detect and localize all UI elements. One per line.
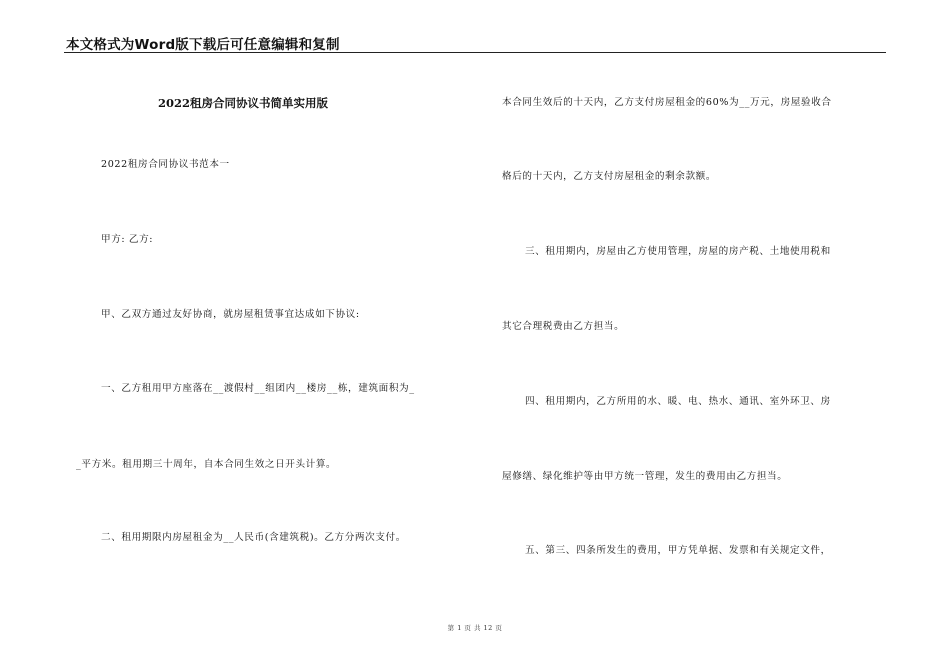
left-line-6: 二、租用期限内房屋租金为__人民币(含建筑税)。乙方分两次支付。 (101, 532, 406, 543)
right-line-5: 四、租用期内，乙方所用的水、暖、电、热水、通讯、室外环卫、房 (525, 396, 831, 407)
right-line-7: 五、第三、四条所发生的费用，甲方凭单据、发票和有关规定文件， (525, 545, 831, 556)
right-line-1: 本合同生效后的十天内，乙方支付房屋租金的60%为__万元，房屋验收合 (502, 97, 832, 108)
page-header-title: 本文格式为Word版下载后可任意编辑和复制 (66, 37, 340, 53)
left-line-1: 2022租房合同协议书范本一 (101, 159, 230, 170)
left-line-3: 甲、乙双方通过友好协商，就房屋租赁事宜达成如下协议: (101, 309, 360, 320)
page-number: 第 1 页 共 12 页 (447, 624, 503, 632)
left-line-4: 一、乙方租用甲方座落在__渡假村__组团内__楼房__栋，建筑面积为_ (101, 383, 415, 394)
right-line-3: 三、租用期内，房屋由乙方使用管理，房屋的房产税、土地使用税和 (525, 246, 831, 257)
right-line-2: 格后的十天内，乙方支付房屋租金的剩余款额。 (502, 171, 717, 182)
left-line-5: _平方米。租用期三十周年，自本合同生效之日开头计算。 (76, 459, 337, 470)
right-line-4: 其它合理税费由乙方担当。 (502, 321, 625, 332)
document-title: 2022租房合同协议书简单实用版 (158, 96, 329, 110)
right-line-6: 屋修缮、绿化维护等由甲方统一管理，发生的费用由乙方担当。 (502, 471, 788, 482)
header-divider (64, 52, 886, 53)
left-line-2: 甲方: 乙方: (101, 234, 154, 245)
